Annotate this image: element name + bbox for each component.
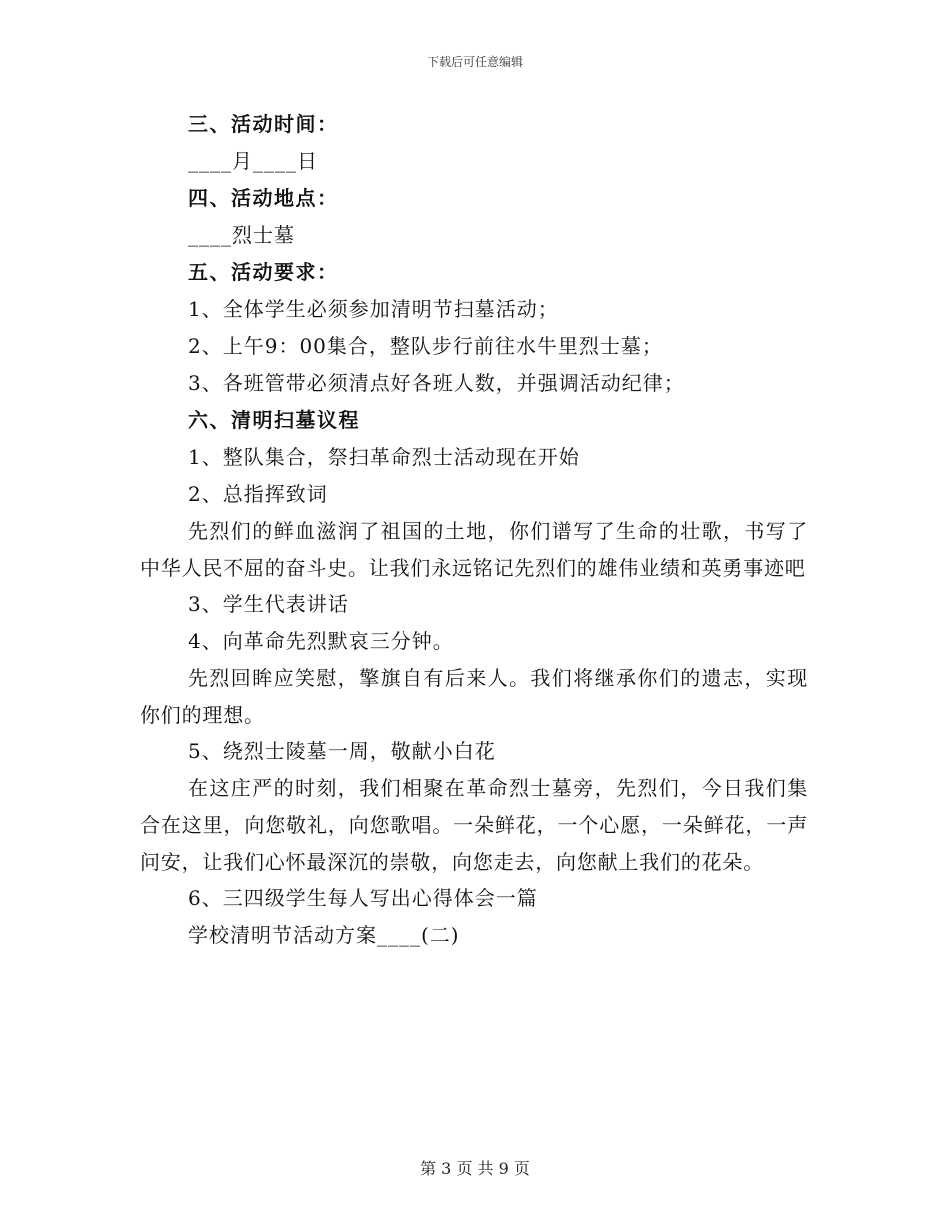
agenda-step-5: 5、绕烈士陵墓一周，敬献小白花 [188, 739, 496, 764]
speech-paragraph-2: 先烈回眸应笑慰，擎旗自有后来人。我们将继承你们的遗志，实现你们的理想。 [140, 666, 808, 727]
section-heading-time: 三、活动时间： [188, 112, 339, 136]
agenda-step-2: 2、总指挥致词 [188, 482, 328, 506]
section-heading-agenda: 六、清明扫墓议程 [188, 408, 360, 432]
next-section-title: 学校清明节活动方案____(二) [188, 923, 460, 948]
document-body [140, 106, 808, 954]
agenda-step-3: 3、学生代表讲话 [188, 592, 349, 617]
agenda-step-4: 4、向革命先烈默哀三分钟。 [188, 629, 454, 654]
speech-paragraph-3: 在这庄严的时刻，我们相聚在革命烈士墓旁，先烈们，今日我们集合在这里，向您敬礼，向您歌唱。一朵鲜花，一个心愿，一朵鲜花，一声问安，让我们心怀最深沉的崇敬，向您走去，向您献上我们的花朵。 [140, 776, 808, 874]
requirement-item-3: 3、各班管带必须清点好各班人数，并强调活动纪律； [188, 371, 685, 395]
section-heading-requirements: 五、活动要求： [188, 260, 339, 284]
requirement-item-1: 1、全体学生必须参加清明节扫墓活动； [188, 297, 559, 321]
section-heading-place: 四、活动地点： [188, 186, 339, 210]
place-value: ____烈士墓 [188, 223, 295, 247]
page-number-footer: 第 3 页 共 9 页 [420, 1159, 530, 1178]
speech-paragraph-1: 先烈们的鲜血滋润了祖国的土地，你们谱写了生命的壮歌，书写了中华人民不屈的奋斗史。让我们永远铭记先烈们的雄伟业绩和英勇事迹吧 [140, 519, 808, 580]
page-header-note: 下载后可任意编辑 [426, 55, 523, 69]
agenda-step-1: 1、整队集合，祭扫革命烈士活动现在开始 [188, 445, 580, 469]
agenda-step-6: 6、三四级学生每人写出心得体会一篇 [188, 886, 538, 911]
requirement-item-2: 2、上午9：00集合，整队步行前往水牛里烈士墓； [188, 334, 663, 358]
time-value: ____月____日 [188, 149, 318, 173]
